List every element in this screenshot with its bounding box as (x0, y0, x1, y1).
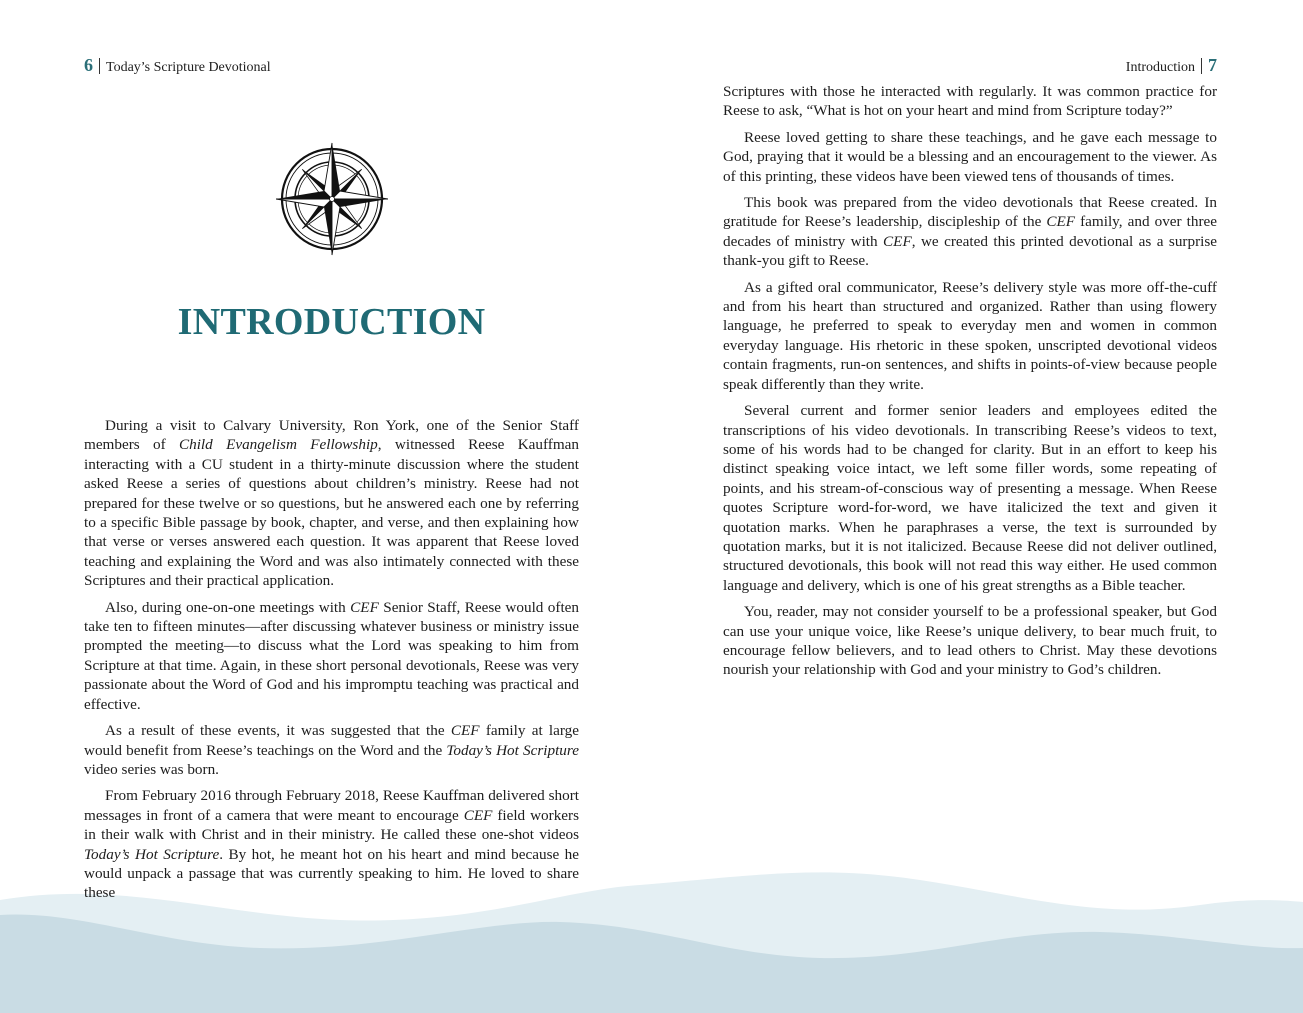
paragraph: From February 2016 through February 2018, Reese Kauffman delivered short messages in front of a camera that were meant to encourage CEF field workers in their walk with Christ and in their ministry. He called these one-shot videos Today’s Hot Scripture. By hot, he meant hot on his heart and mind because he would unpack a passage that was currently speaking to him. He loved to share these (84, 787, 580, 902)
compass-rose-icon (276, 142, 388, 256)
chapter-title: INTRODUCTION (177, 301, 486, 343)
right-running-head (1126, 55, 1217, 78)
right-body-text (723, 82, 1217, 687)
paragraph: As a result of these events, it was suggested that the CEF family at large would benefit from Reese’s teachings on the Word and the Today’s Hot Scripture video series was born. (84, 722, 579, 778)
right-running-title: Introduction (1125, 60, 1195, 75)
left-running-title: Today’s Scripture Devotional (106, 60, 271, 75)
italic-text: CEF (463, 806, 493, 824)
italic-text: CEF (450, 722, 480, 740)
paragraph: As a gifted oral communicator, Reese’s delivery style was more off-the-cuff and from his heart than structured and organized. Rather than using flowery language, he preferred to speak to everyday men and women in common everyday language. His rhetoric in these spoken, unscripted devotional videos contain fragments, run-on sentences, and shifts in points-of-view because people speak differently than they write. (723, 278, 1217, 393)
italic-text: Child Evangelism Fellowship (178, 436, 378, 454)
italic-text: CEF (350, 598, 379, 616)
italic-text: Today’s Hot Scripture (446, 741, 579, 759)
header-divider (99, 58, 100, 74)
continued-paragraph: Scriptures with those he interacted with regularly. It was common practice for Reese to ask, “What is hot on your heart and mind from Scripture today?” (723, 83, 1217, 120)
paragraph: Also, during one-on-one meetings with CEF Senior Staff, Reese would often take ten to fifteen minutes—after discussing whatever business or ministry issue prompted the meeting—to discuss what the Lord was speaking to him from Scripture at that time. Again, in these short personal devotionals, Reese was very passionate about the Word of God and his impromptu teaching was practical and effective. (84, 598, 579, 713)
right-page-number: 7 (1208, 55, 1217, 75)
paragraph: Reese loved getting to share these teachings, and he gave each message to God, praying that it would be a blessing and an encouragement to the viewer. As of this printing, these videos have been viewed tens of thousands of times. (723, 128, 1217, 185)
left-body-text (84, 416, 579, 910)
paragraph: During a visit to Calvary University, Ron York, one of the Senior Staff members of Child Evangelism Fellowship, witnessed Reese Kauffman interacting with a CU student in a thirty-minute discussion where the student asked Reese a series of questions about children’s ministry. Reese had not prepared for these twelve or so questions, but he answered each one by referring to a specific Bible passage by book, chapter, and verse, and then explaining how that verse or verses answered each question. It was apparent that Reese loved teaching and explaining the Word and was also intimately connected with these Scriptures and their practical application. (84, 417, 579, 590)
left-running-head (84, 55, 271, 78)
paragraph: Several current and former senior leaders and employees edited the transcriptions of his video devotionals. In transcribing Reese’s videos to text, some of his words had to be changed for clarity. But in an effort to keep his distinct speaking voice intact, we left some filler words, some repeating of points, and his stream-of-conscious way of presenting a message. When Reese quotes Scripture word-for-word, we have italicized the text and given it quotation marks. When he paraphrases a verse, the text is surrounded by quotation marks, but it is not italicized. Because Reese did not deliver outlined, structured devotionals, this book will not read this way either. He used common language and delivery, which is one of his great strengths as a Bible teacher. (723, 402, 1217, 594)
italic-text: CEF (883, 232, 912, 250)
paragraph: You, reader, may not consider yourself to be a professional speaker, but God can use your unique voice, like Reese’s unique delivery, to bear much fruit, to encourage fellow believers, and to lead others to Christ. May these devotions nourish your relationship with God and your ministry to God’s children. (723, 603, 1217, 679)
paragraph: This book was prepared from the video devotionals that Reese created. In gratitude for Reese’s leadership, discipleship of the CEF family, and over three decades of ministry with CEF, we created this printed devotional as a surprise thank-you gift to Reese. (723, 194, 1218, 270)
italic-text: CEF (1046, 213, 1076, 231)
italic-text: Today’s Hot Scripture (84, 845, 220, 863)
header-divider (1201, 58, 1202, 74)
left-page-number: 6 (84, 55, 93, 75)
